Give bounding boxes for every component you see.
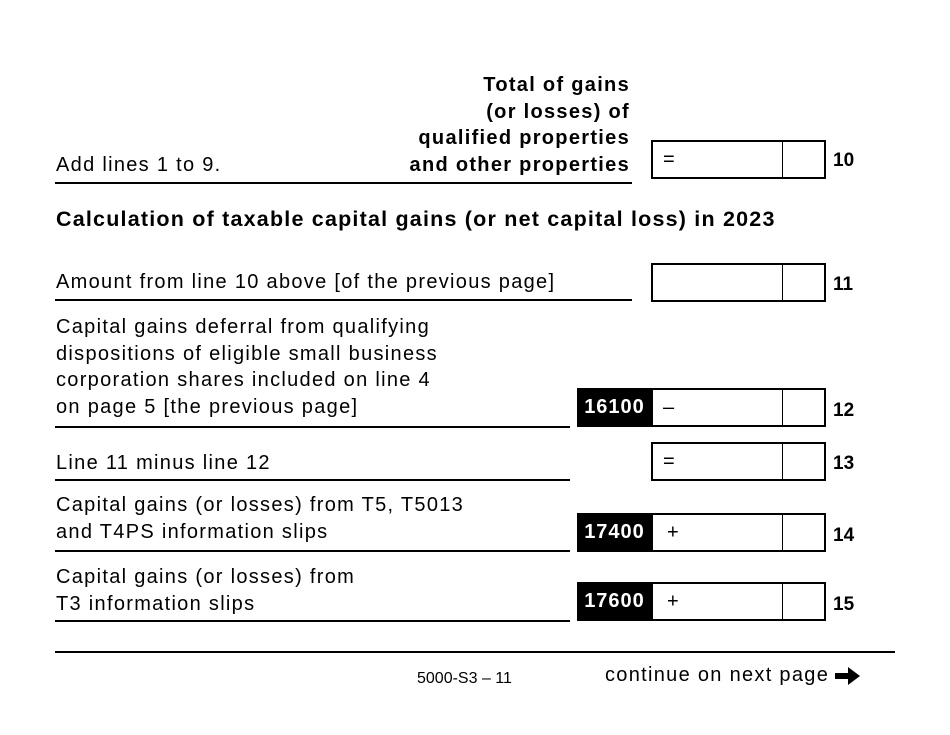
line-13-operator: =	[663, 450, 675, 472]
cents-divider	[782, 444, 783, 479]
line-14-number: 14	[833, 525, 855, 546]
continue-next-page-link[interactable]	[605, 664, 861, 687]
footer-rule	[55, 651, 895, 653]
line-14-label-2: and T4PS information slips	[56, 520, 329, 543]
line-15-code: 17600	[577, 582, 652, 621]
line-13-label: Line 11 minus line 12	[56, 452, 271, 474]
line-12-label-1: Capital gains deferral from qualifying	[56, 316, 431, 338]
line-12-label	[56, 314, 438, 420]
line-12-number: 12	[833, 400, 855, 421]
line-15-number: 15	[833, 594, 855, 615]
line-14-operator: +	[667, 521, 679, 543]
line-12-operator: –	[663, 396, 675, 418]
cents-divider	[782, 515, 783, 550]
line-13-number: 13	[833, 453, 855, 474]
line-14-underline	[55, 550, 570, 552]
line-10-number: 10	[833, 150, 855, 171]
line-10-underline	[55, 182, 632, 184]
line-12-amount-field[interactable]	[651, 388, 826, 427]
cents-divider	[782, 390, 783, 425]
total-heading-line-2: (or losses) of	[486, 100, 630, 123]
line-15-amount-field[interactable]	[651, 582, 826, 621]
line-12-underline	[55, 426, 570, 428]
line-13-amount-field[interactable]	[651, 442, 826, 481]
line-14-amount-field[interactable]	[651, 513, 826, 552]
total-heading-line-1: Total of gains	[483, 74, 630, 96]
line-15-label-1: Capital gains (or losses) from	[56, 566, 356, 588]
line-14-code: 17400	[577, 513, 652, 552]
cents-divider	[782, 265, 783, 300]
section-title: Calculation of taxable capital gains (or net capital loss) in 2023	[56, 207, 776, 231]
line-10-amount-field[interactable]	[651, 140, 826, 179]
line-15-label	[56, 564, 355, 617]
line-12-label-4: on page 5 [the previous page]	[56, 395, 359, 418]
line-10-label: Add lines 1 to 9.	[56, 154, 222, 176]
line-12-code: 16100	[577, 388, 652, 427]
total-heading-line-4: and other properties	[409, 153, 630, 176]
line-14-label-1: Capital gains (or losses) from T5, T5013	[56, 494, 465, 516]
line-12-label-3: corporation shares included on line 4	[56, 369, 431, 391]
cents-divider	[782, 142, 783, 177]
line-11-label: Amount from line 10 above [of the previous page]	[56, 271, 556, 293]
line-11-underline	[55, 299, 632, 301]
form-page-id: 5000-S3 – 11	[417, 670, 512, 687]
line-11-amount-field[interactable]	[651, 263, 826, 302]
line-10-operator: =	[663, 148, 675, 170]
line-15-operator: +	[667, 590, 679, 612]
total-heading-line-3: qualified properties	[418, 127, 630, 149]
continue-text: continue on next page	[605, 664, 830, 686]
line-15-label-2: T3 information slips	[56, 592, 256, 615]
line-11-number: 11	[833, 274, 854, 295]
line-13-underline	[55, 479, 570, 481]
line-10-total-heading	[360, 72, 630, 178]
line-15-underline	[55, 620, 570, 622]
cents-divider	[782, 584, 783, 619]
line-14-label	[56, 492, 464, 545]
arrow-right-icon	[833, 665, 861, 687]
line-12-label-2: dispositions of eligible small business	[56, 342, 438, 365]
